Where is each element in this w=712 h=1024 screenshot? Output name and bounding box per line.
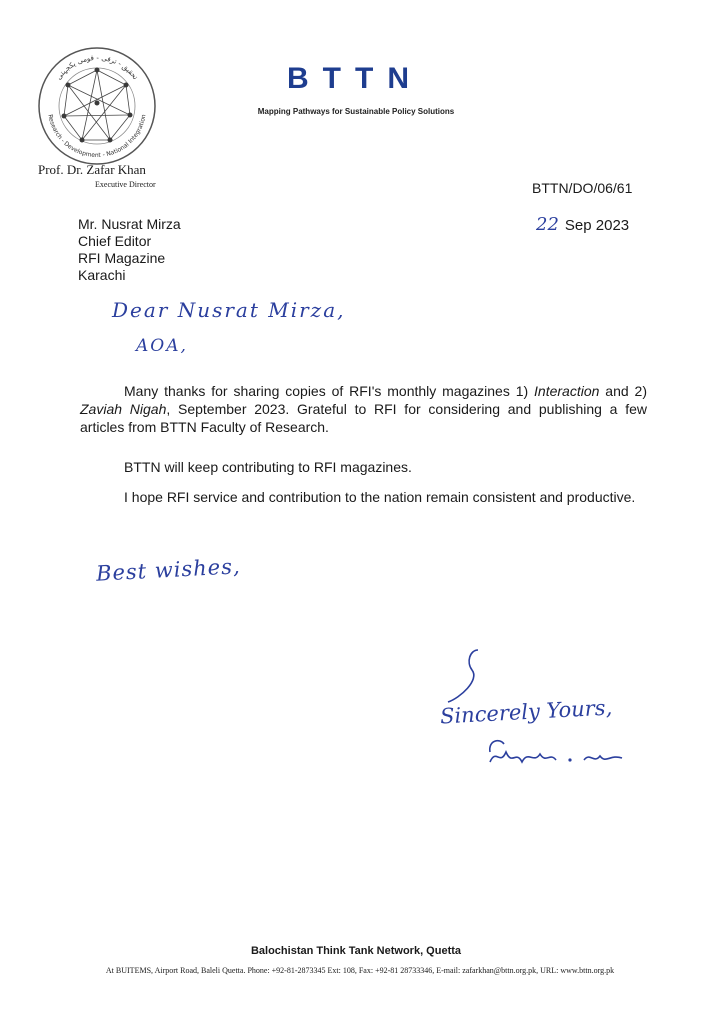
logo-ring-text-bottom: Research - Development - National Integration <box>46 113 148 160</box>
recipient-city: Karachi <box>78 267 126 283</box>
recipient-organization: RFI Magazine <box>78 250 166 266</box>
greeting: AOA, <box>136 336 188 356</box>
body-paragraph-3: I hope RFI service and contribution to the nation remain consistent and productive. <box>124 489 636 505</box>
sign-off: Sincerely Yours, <box>439 695 613 729</box>
date-month-year: Sep 2023 <box>564 217 630 234</box>
recipient-block <box>78 216 181 284</box>
logo-ring-text-top: تحقیق - ترقی - قومی یکجہتی <box>54 53 140 82</box>
footer-address: At BUITEMS, Airport Road, Baleli Quetta. Phone: +92-81-2873345 Ext: 108, Fax: +92-81 28733346, E-mail: zafarkhan@bttn.org.pk, URL: www.bttn.org.pk <box>105 966 615 975</box>
org-tagline: Mapping Pathways for Sustainable Policy Solutions <box>257 107 455 116</box>
recipient-title: Chief Editor <box>78 233 152 249</box>
body-paragraph-2: BTTN will keep contributing to RFI magazines. <box>124 459 412 475</box>
p1-text-c: , September 2023. Grateful to RFI for considering and publishing a few articles from BTTN Faculty of Research. <box>80 401 647 435</box>
org-acronym: BTTN <box>287 62 423 95</box>
letter-date <box>536 214 629 235</box>
closing-best-wishes: Best wishes, <box>95 554 242 586</box>
footer-org-name: Balochistan Think Tank Network, Quetta <box>250 945 462 957</box>
magazine-zaviah-nigah: Zaviah Nigah <box>80 401 167 417</box>
body-paragraph-1 <box>80 382 647 436</box>
magazine-interaction: Interaction <box>534 383 600 399</box>
bttn-logo <box>30 40 165 170</box>
salutation: Dear Nusrat Mirza, <box>112 298 346 322</box>
p1-text-a: Many thanks for sharing copies of RFI's monthly magazines 1) <box>124 383 535 399</box>
p1-text-b: and 2) <box>599 383 647 399</box>
reference-number: BTTN/DO/06/61 <box>532 180 633 196</box>
signer-name: Prof. Dr. Zafar Khan <box>38 162 146 177</box>
date-day-handwritten: 22 <box>536 214 559 235</box>
signer-title: Executive Director <box>95 180 156 189</box>
recipient-name: Mr. Nusrat Mirza <box>78 216 181 232</box>
network-globe-icon <box>30 40 165 170</box>
